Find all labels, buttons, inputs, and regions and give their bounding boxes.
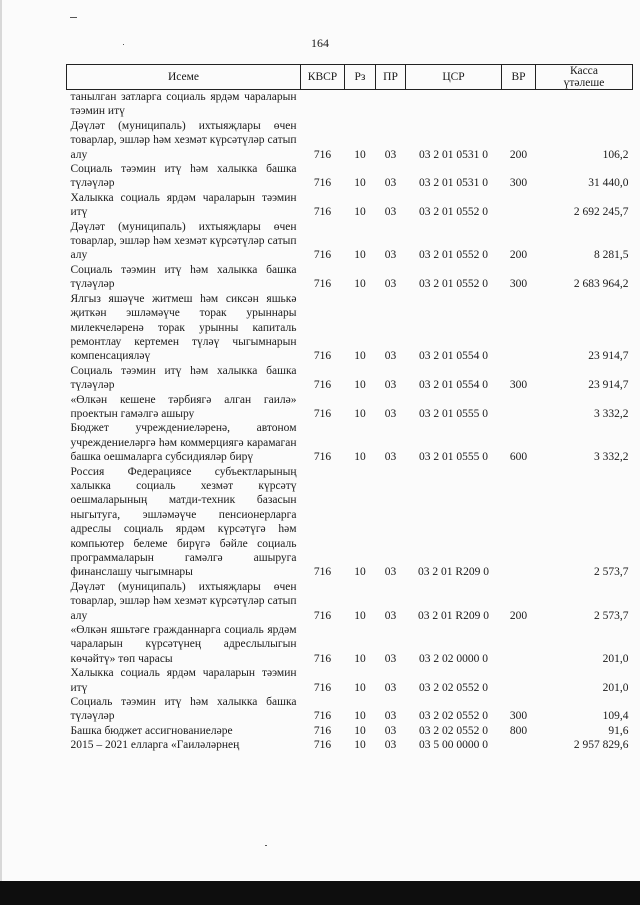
table-row [67,724,633,738]
header-vr: ВР [502,65,536,90]
cell-rz: 10 [354,681,366,694]
cell-vr: 300 [509,177,528,190]
cell-csr: 03 2 01 0555 0 [419,407,488,420]
cell-rz: 10 [354,451,366,464]
cell-kvsr: 716 [313,681,332,694]
cell-rz: 10 [354,148,366,161]
table-row [67,465,633,580]
header-kassa-line1: Касса [569,65,599,77]
cell-amount [536,90,633,119]
header-name: Исеме [67,65,301,90]
cell-name: Дәүләт (муниципаль) ихтыяҗлары өчен товарлар, эшләр һәм хезмәт күрсәтүләр сатып алу [70,220,297,262]
cell-rz: 10 [354,739,366,752]
table-row [67,666,633,695]
cell-rz: 10 [354,724,366,737]
cell-vr: 800 [509,724,528,737]
scan-edge [0,0,2,905]
cell-pr: 03 [384,566,397,579]
cell-name: «Өлкән яшьтәге гражданнарга социаль ярдәм чараларын күрсәтүнең адреслылыгын көчәйтү» төп чарасы [70,624,297,665]
cell-rz: 10 [354,652,366,665]
cell-kvsr: 716 [313,652,332,665]
cell-pr: 03 [384,609,397,622]
cell-csr: 03 2 01 R209 0 [418,566,489,579]
cell-pr: 03 [384,652,397,665]
header-rz: Рз [345,65,376,90]
cell-kvsr: 716 [313,407,332,420]
cell-amount: 201,0 [602,681,629,694]
cell-kvsr: 716 [313,710,332,723]
table-header-row [67,65,633,90]
cell-vr: 300 [509,710,528,723]
cell-pr: 03 [384,148,397,161]
table-row [67,623,633,666]
cell-rz: 10 [354,379,366,392]
cell-name: «Өлкән кешене тәрбиягә алган гаилә» проектын гамәлгә ашыру [70,393,297,420]
cell-name: Ялгыз яшәүче житмеш һәм сиксән яшькә җиткән эшләмәүче торак урыннары милекчеләренә торак урынны капиталь ремонтлау кертемен түләү чыгымнарын компенсацияләү [70,292,297,363]
cell-csr: 03 2 01 0555 0 [419,451,488,464]
cell-vr [502,738,536,752]
cell-rz: 10 [354,206,366,219]
cell-csr: 03 2 01 0531 0 [419,148,488,161]
cell-csr: 03 2 02 0552 0 [419,681,488,694]
cell-rz: 10 [354,609,366,622]
cell-csr: 03 2 01 0552 0 [419,249,488,262]
cell-name: Халыкка социаль ярдәм чараларын тәэмин итү [70,667,297,694]
cell-kvsr: 716 [313,249,332,262]
cell-rz [345,90,376,119]
cell-rz: 10 [354,350,366,363]
cell-kvsr [301,90,345,119]
cell-kvsr: 716 [313,609,332,622]
cell-name: Дәүләт (муниципаль) ихтыяҗлары өчен товарлар, эшләр һәм хезмәт күрсәтүләр сатып алу [70,119,297,161]
cell-csr: 03 2 01 R209 0 [418,609,489,622]
cell-kvsr: 716 [313,278,332,291]
table-row [67,263,633,292]
page-number: 164 [311,36,329,50]
cell-pr: 03 [384,249,397,262]
budget-table [66,64,633,753]
cell-pr: 03 [384,451,397,464]
cell-amount: 91,6 [608,724,629,737]
cell-amount: 3 332,2 [594,451,629,464]
cell-kvsr: 716 [313,724,332,737]
cell-pr [376,90,406,119]
cell-vr: 600 [509,451,528,464]
cell-kvsr: 716 [313,177,332,190]
header-kvsr: КВСР [301,65,345,90]
cell-name: танылган затларга социаль ярдәм чараларын тәэмин итү [70,91,297,118]
table-row [67,364,633,393]
cell-vr: 200 [509,609,528,622]
cell-name: Социаль тәэмин итү һәм халыкка башка түләүләр [70,364,297,392]
cell-kvsr: 716 [313,451,332,464]
cell-amount: 2 573,7 [594,609,629,622]
cell-name: Социаль тәэмин итү һәм халыкка башка түләүләр [70,696,297,723]
table-row [67,162,633,191]
scan-speck [265,845,267,846]
cell-vr: 200 [509,249,528,262]
table-row [67,119,633,162]
cell-kvsr: 716 [313,566,332,579]
cell-vr [502,393,536,422]
cell-vr [502,191,536,220]
cell-vr: 200 [509,148,528,161]
cell-rz: 10 [354,278,366,291]
cell-csr: 03 2 01 0531 0 [419,177,488,190]
cell-amount: 23 914,7 [588,379,629,392]
cell-vr: 300 [509,278,528,291]
cell-vr [502,90,536,119]
header-kassa [536,65,633,90]
cell-rz: 10 [354,566,366,579]
cell-kvsr: 716 [313,739,332,752]
cell-name: Социаль тәэмин итү һәм халыкка башка түләүләр [70,263,297,291]
table-row [67,580,633,623]
table-row [67,292,633,364]
cell-pr: 03 [384,379,397,392]
cell-kvsr: 716 [313,148,332,161]
cell-pr: 03 [384,350,397,363]
cell-pr: 03 [384,177,397,190]
cell-csr: 03 2 01 0552 0 [419,206,488,219]
cell-csr: 03 2 02 0000 0 [419,652,488,665]
cell-name: 2015 – 2021 елларга «Гаиләләрнең [70,739,240,752]
cell-name: Бюджет учреждениеләренә, автоном учреждениеләргә һәм коммерциягә карамаган башка оешмаларга субсидияләр бирү [70,422,297,464]
scan-bottom-border [0,881,640,905]
cell-name: Башка бюджет ассигнованиеләре [70,724,233,737]
cell-name: Социаль тәэмин итү һәм халыкка башка түләүләр [70,163,297,190]
cell-amount: 8 281,5 [594,249,629,262]
cell-vr [502,666,536,695]
table-row [67,191,633,220]
cell-csr: 03 2 01 0554 0 [419,379,488,392]
cell-amount: 109,4 [602,710,629,723]
cell-rz: 10 [354,249,366,262]
cell-pr: 03 [384,278,397,291]
cell-name: Россия Федерациясе субъектларының халыкка социаль хезмәт күрсәтү оешмаларының матди-техник базасын ныгытуга, эшләмәүче пенсионерларга адреслы социаль ярдәм күрсәтүгә һәм компьютер белеме бирүгә бәйле социаль программаларын гамәлгә ашыруга финанслашу чыгымнары [70,465,297,579]
cell-csr: 03 2 02 0552 0 [419,724,488,737]
cell-vr [502,465,536,580]
cell-amount: 106,2 [602,148,629,161]
cell-amount: 2 573,7 [594,566,629,579]
cell-pr: 03 [384,710,397,723]
table-row [67,90,633,119]
cell-csr: 03 2 02 0552 0 [419,710,488,723]
cell-pr: 03 [384,407,397,420]
cell-csr: 03 2 01 0554 0 [419,350,488,363]
cell-pr: 03 [384,681,397,694]
header-pr: ПР [376,65,406,90]
cell-name: Дәүләт (муниципаль) ихтыяҗлары өчен товарлар, эшләр һәм хезмәт күрсәтүләр сатып алу [70,580,297,622]
cell-rz: 10 [354,710,366,723]
cell-kvsr: 716 [313,206,332,219]
cell-amount: 3 332,2 [594,407,629,420]
cell-rz: 10 [354,407,366,420]
header-kassa-line2: үтәлеше [563,77,605,89]
cell-csr [406,90,502,119]
cell-amount: 2 683 964,2 [573,278,629,291]
cell-vr: 300 [509,379,528,392]
cell-vr [502,623,536,666]
cell-name: Халыкка социаль ярдәм чараларын тәэмин итү [70,191,297,219]
header-csr: ЦСР [406,65,502,90]
table-row [67,421,633,464]
cell-kvsr: 716 [313,350,332,363]
cell-kvsr: 716 [313,379,332,392]
cell-amount: 23 914,7 [588,350,629,363]
cell-csr: 03 2 01 0552 0 [419,278,488,291]
cell-pr: 03 [384,739,397,752]
cell-amount: 2 692 245,7 [573,206,629,219]
cell-amount: 31 440,0 [588,177,629,190]
cell-vr [502,292,536,364]
cell-amount: 2 957 829,6 [573,739,629,752]
cell-pr: 03 [384,206,397,219]
table-row [67,738,633,752]
table-row [67,220,633,263]
scan-speck [70,17,77,18]
cell-amount: 201,0 [602,652,629,665]
table-row [67,393,633,422]
cell-rz: 10 [354,177,366,190]
table-row [67,695,633,724]
cell-csr: 03 5 00 0000 0 [419,739,488,752]
cell-pr: 03 [384,724,397,737]
